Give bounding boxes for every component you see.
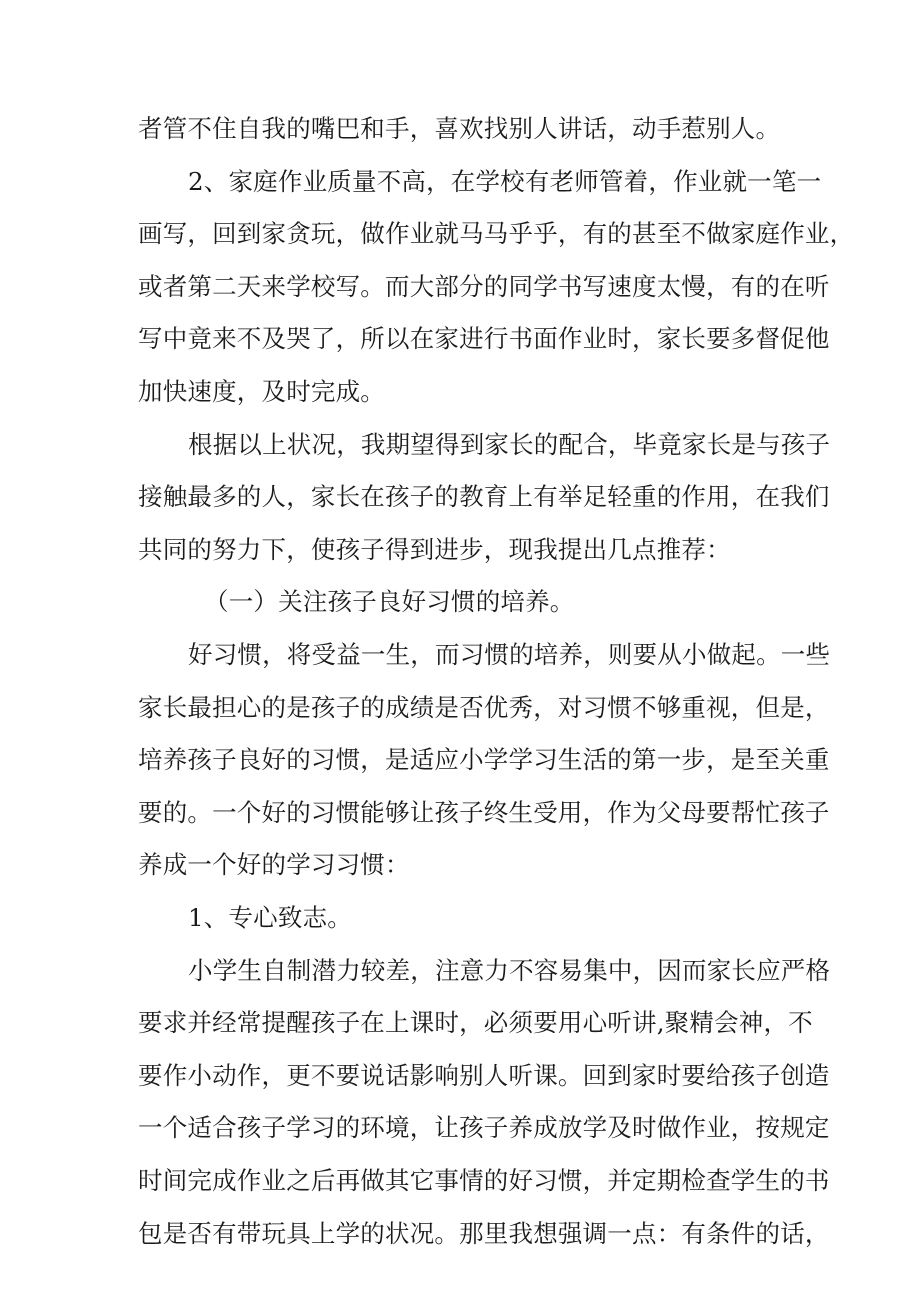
text-line: 好习惯，将受益一生，而习惯的培养，则要从小做起。一些 <box>188 640 831 669</box>
text-line: 共同的努力下，使孩子得到进步，现我提出几点推荐： <box>138 535 731 564</box>
subheading: 1、专心致志。 <box>188 903 352 932</box>
text-line: 要作小动作，更不要说话影响别人听课。回到家时要给孩子创造 <box>138 1061 830 1090</box>
text-line: 或者第二天来学校写。而大部分的同学书写速度太慢，有的在听 <box>138 272 830 301</box>
text-line: 时间完成作业之后再做其它事情的好习惯，并定期检查学生的书 <box>138 1166 830 1195</box>
text-line: 接触最多的人，家长在孩子的教育上有举足轻重的作用，在我们 <box>138 482 830 511</box>
text-line: 包是否有带玩具上学的状况。那里我想强调一点：有条件的话， <box>138 1219 830 1248</box>
text-line: 加快速度，及时完成。 <box>138 377 385 406</box>
text-line: 根据以上状况，我期望得到家长的配合，毕竟家长是与孩子 <box>188 430 831 459</box>
text-line: 者管不住自我的嘴巴和手，喜欢找别人讲话，动手惹别人。 <box>138 114 781 143</box>
text-line: 要的。一个好的习惯能够让孩子终生受用，作为父母要帮忙孩子 <box>138 798 830 827</box>
text-line: 2、家庭作业质量不高，在学校有老师管着，作业就一笔一 <box>188 167 822 196</box>
text-line: 养成一个好的学习习惯： <box>138 850 410 879</box>
text-line: 画写，回到家贪玩，做作业就马马乎乎，有的甚至不做家庭作业， <box>138 219 855 248</box>
text-line: 小学生自制潜力较差，注意力不容易集中，因而家长应严格 <box>188 956 831 985</box>
text-line: 家长最担心的是孩子的成绩是否优秀，对习惯不够重视，但是， <box>138 693 830 722</box>
text-line: 要求并经常提醒孩子在上课时，必须要用心听讲,聚精会神，不 <box>138 1008 813 1037</box>
text-line: 培养孩子良好的习惯，是适应小学学习生活的第一步，是至关重 <box>138 745 830 774</box>
text-line: 一个适合孩子学习的环境，让孩子养成放学及时做作业，按规定 <box>138 1113 830 1142</box>
text-line: 写中竟来不及哭了，所以在家进行书面作业时，家长要多督促他 <box>138 324 830 353</box>
section-heading: （一）关注孩子良好习惯的培养。 <box>204 587 575 616</box>
